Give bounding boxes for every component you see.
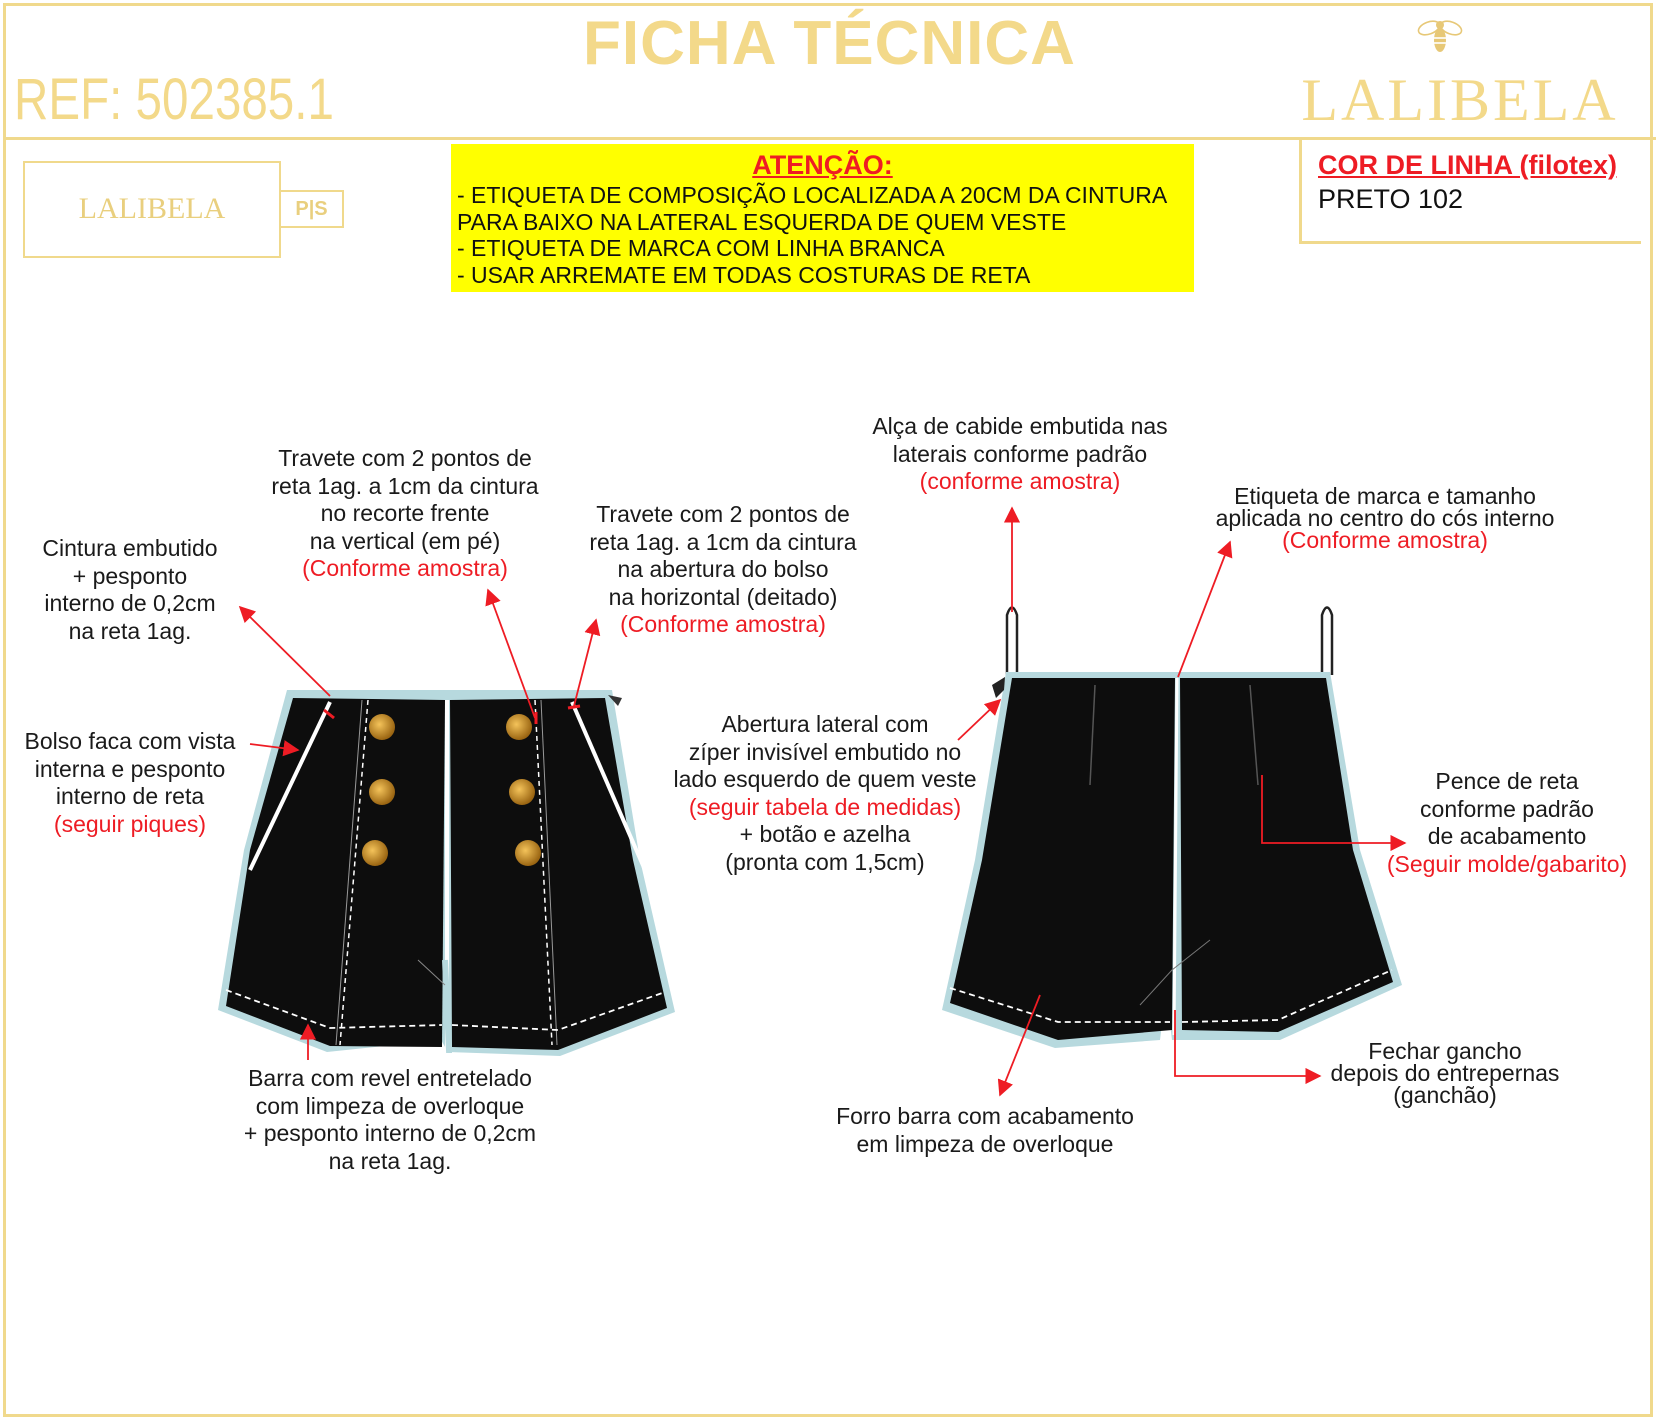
- attention-line: - ETIQUETA DE COMPOSIÇÃO LOCALIZADA A 20CM DA CINTURA: [457, 182, 1168, 208]
- note-line: com limpeza de overloque: [255, 1092, 525, 1119]
- note-pence: [1377, 768, 1637, 878]
- label-brand-text: LALIBELA: [78, 192, 226, 225]
- note-red-line: (Conforme amostra): [1282, 527, 1488, 553]
- note-line: Barra com revel entretelado: [248, 1065, 532, 1091]
- note-etiqueta: [1195, 485, 1575, 551]
- note-red-line: (conforme amostra): [919, 468, 1121, 494]
- note-bolso: [10, 728, 250, 838]
- note-line: Etiqueta de marca e tamanho: [1234, 483, 1536, 509]
- back-hanger-loop-left: [1007, 608, 1017, 676]
- right-bartack: [568, 706, 580, 708]
- attention-line: - USAR ARREMATE EM TODAS COSTURAS DE RETA: [457, 261, 1031, 288]
- note-travete-recorte: [250, 445, 560, 583]
- note-line: + botão e azelha: [739, 821, 911, 847]
- note-line: Bolso faca com vista: [24, 728, 236, 754]
- note-line: de acabamento: [1427, 823, 1587, 849]
- note-line: Pence de reta: [1435, 768, 1579, 794]
- arrow-etiqueta: [1178, 542, 1230, 677]
- note-forro: [815, 1103, 1155, 1158]
- note-red-line: (seguir tabela de medidas): [688, 793, 962, 820]
- button-icon: [509, 779, 535, 805]
- note-line: Fechar gancho: [1368, 1038, 1522, 1064]
- front-shorts-right-panel: [450, 698, 667, 1050]
- note-gancho: [1325, 1040, 1565, 1106]
- note-travete-bolso: [563, 501, 883, 639]
- note-line: Abertura lateral com: [721, 711, 929, 737]
- thread-heading: COR DE LINHA (filotex): [1318, 150, 1617, 180]
- note-red-line: (Seguir molde/gabarito): [1386, 850, 1628, 877]
- note-red-line: (Conforme amostra): [302, 555, 508, 581]
- note-line: zíper invisível embutido no: [688, 738, 962, 765]
- button-icon: [506, 714, 532, 740]
- note-line: interno de reta: [55, 783, 205, 809]
- note-line: lado esquerdo de quem veste: [673, 766, 977, 792]
- attention-heading: ATENÇÃO:: [752, 150, 893, 180]
- size-label: P|S: [279, 190, 344, 228]
- button-icon: [515, 840, 541, 866]
- thread-value: PRETO 102: [1318, 184, 1464, 214]
- note-line: reta 1ag. a 1cm da cintura: [589, 528, 857, 555]
- note-line: na vertical (em pé): [309, 527, 501, 554]
- brand-name: LALIBELA: [1301, 67, 1619, 133]
- note-red-line: (Conforme amostra): [620, 611, 826, 637]
- note-line: na reta 1ag.: [328, 1147, 452, 1174]
- note-line: em limpeza de overloque: [856, 1130, 1114, 1157]
- button-icon: [369, 714, 395, 740]
- note-cintura: [20, 535, 240, 645]
- back-hanger-loop-right: [1322, 608, 1332, 676]
- button-icon: [362, 840, 388, 866]
- arrow-cintura: [240, 607, 330, 696]
- front-shorts-left-panel: [226, 698, 445, 1047]
- back-view: [942, 608, 1402, 1049]
- note-line: na reta 1ag.: [68, 617, 192, 644]
- note-line: Travete com 2 pontos de: [596, 501, 850, 527]
- page-title: FICHA TÉCNICA: [583, 9, 1076, 78]
- note-line: na abertura do bolso: [617, 556, 829, 582]
- front-view: [218, 690, 675, 1056]
- note-line: interna e pesponto: [34, 755, 226, 782]
- attention-line: PARA BAIXO NA LATERAL ESQUERDA DE QUEM VESTE: [457, 208, 1067, 235]
- note-line: Cintura embutido: [42, 535, 218, 561]
- note-line: + pesponto interno de 0,2cm: [243, 1120, 537, 1146]
- reference-code: REF: 502385.1: [14, 67, 334, 132]
- note-line: no recorte frente: [320, 500, 490, 526]
- note-abertura: [655, 711, 995, 876]
- note-line: conforme padrão: [1420, 795, 1594, 822]
- note-line: Travete com 2 pontos de: [278, 445, 532, 471]
- note-line: reta 1ag. a 1cm da cintura: [271, 472, 539, 499]
- note-line: Forro barra com acabamento: [836, 1103, 1134, 1129]
- note-alca: [855, 413, 1185, 496]
- note-line: depois do entrepernas: [1330, 1060, 1560, 1086]
- note-line: interno de 0,2cm: [44, 590, 216, 616]
- button-icon: [369, 779, 395, 805]
- attention-line: - ETIQUETA DE MARCA COM LINHA BRANCA: [457, 235, 945, 261]
- note-barra: [225, 1065, 555, 1175]
- note-line: na horizontal (deitado): [608, 583, 838, 610]
- note-line: + pesponto: [72, 562, 188, 589]
- note-line: Alça de cabide embutida nas: [872, 413, 1168, 439]
- note-line: laterais conforme padrão: [892, 440, 1148, 467]
- note-line: (pronta com 1,5cm): [725, 848, 925, 875]
- note-line: aplicada no centro do cós interno: [1215, 505, 1555, 531]
- note-line: (ganchão): [1393, 1082, 1497, 1108]
- note-red-line: (seguir piques): [53, 810, 207, 837]
